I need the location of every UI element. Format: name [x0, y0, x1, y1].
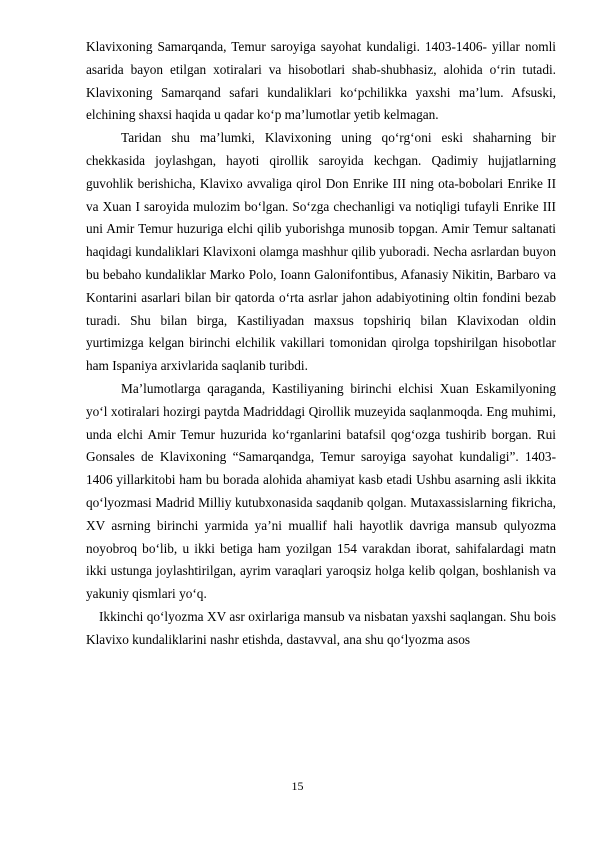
paragraph-intro: Klavixoning Samarqanda, Temur saroyiga sayohat kundaligi. 1403-1406- yillar nomli asarida bayon etilgan xotiralari va hisobotlari shab-shubhasiz, alohida o‘rin tutadi. Klavixoning Samarqand safari kundaliklari ko‘pchilikka yaxshi ma’lum. Afsuski, elchining shaxsi haqida u qadar ko‘p ma’lumotlar yetib kelmagan. [86, 39, 556, 123]
paragraph-klavixo-biography: Taridan shu ma’lumki, Klavixoning uning qo‘rg‘oni eski shaharning bir chekkasida joylashgan, hayoti qirollik saroyida kechgan. Qadimiy hujjatlarning guvohlik berishicha, Klavixo avvaliga qirol Don Enrike III ning ota-bobolari Enrike II va Xuan I saroyida mulozim bo‘lgan. So‘zga chechanligi va notiqligi tufayli Enrike III uni Amir Temur huzuriga elchi qilib yuborishga munosib topgan. Amir Temur saltanati haqidagi kundaliklari Klavixoni olamga mashhur qilib yuboradi. Necha asrlardan buyon bu bebaho kundaliklar Marko Polo, Ioann Galonifontibus, Afanasiy Nikitin, Barbaro va Kontarini asarlari bilan bir qatorda o‘rta asrlar jahon adabiyotining oltin fondini bezab turadi. Shu bilan birga, Kastiliyadan maxsus topshiriq bilan Klavixodan oldin yurtimizga kelgan birinchi elchilik vakillari tomonidan qirolga topshirilgan hisobotlar ham Ispaniya arxivlarida saqlanib turibdi. [86, 130, 556, 374]
page-number: 15 [291, 779, 304, 793]
document-body [86, 36, 556, 652]
paragraph-second-manuscript: Ikkinchi qo‘lyozma XV asr oxirlariga mansub va nisbatan yaxshi saqlangan. Shu bois Klavixo kundaliklarini nashr etishda, dastavval, ana shu qo‘lyozma asos [86, 608, 556, 647]
paragraph-first-envoy: Ma’lumotlarga qaraganda, Kastiliyaning birinchi elchisi Xuan Eskamilyoning yo‘l xotiralari hozirgi paytda Madriddagi Qirollik muzeyida saqlanmoqda. Eng muhimi, unda elchi Amir Temur huzurida ko‘rganlarini batafsil qog‘ozga tushirib borgan. Rui Gonsales de Klavixoning “Samarqandga, Temur saroyiga sayohat kundaligi”. 1403-1406 yillarkitobi ham bu borada alohida ahamiyat kasb etadi Ushbu asarning asli ikkita qo‘lyozmasi Madrid Milliy kutubxonasida saqdanib qolgan. Mutaxassislarning fikricha, XV asrning birinchi yarmida ya’ni muallif hali hayotlik davriga mansub qulyozma noyobroq bo‘lib, u ikki betiga ham yozilgan 154 varakdan iborat, sahifalardagi matn ikki ustunga joylashtirilgan, ayrim varaqlari yaroqsiz holga kelib qolgan, boshlanish va yakuniy qismlari yo‘q. [86, 380, 556, 602]
